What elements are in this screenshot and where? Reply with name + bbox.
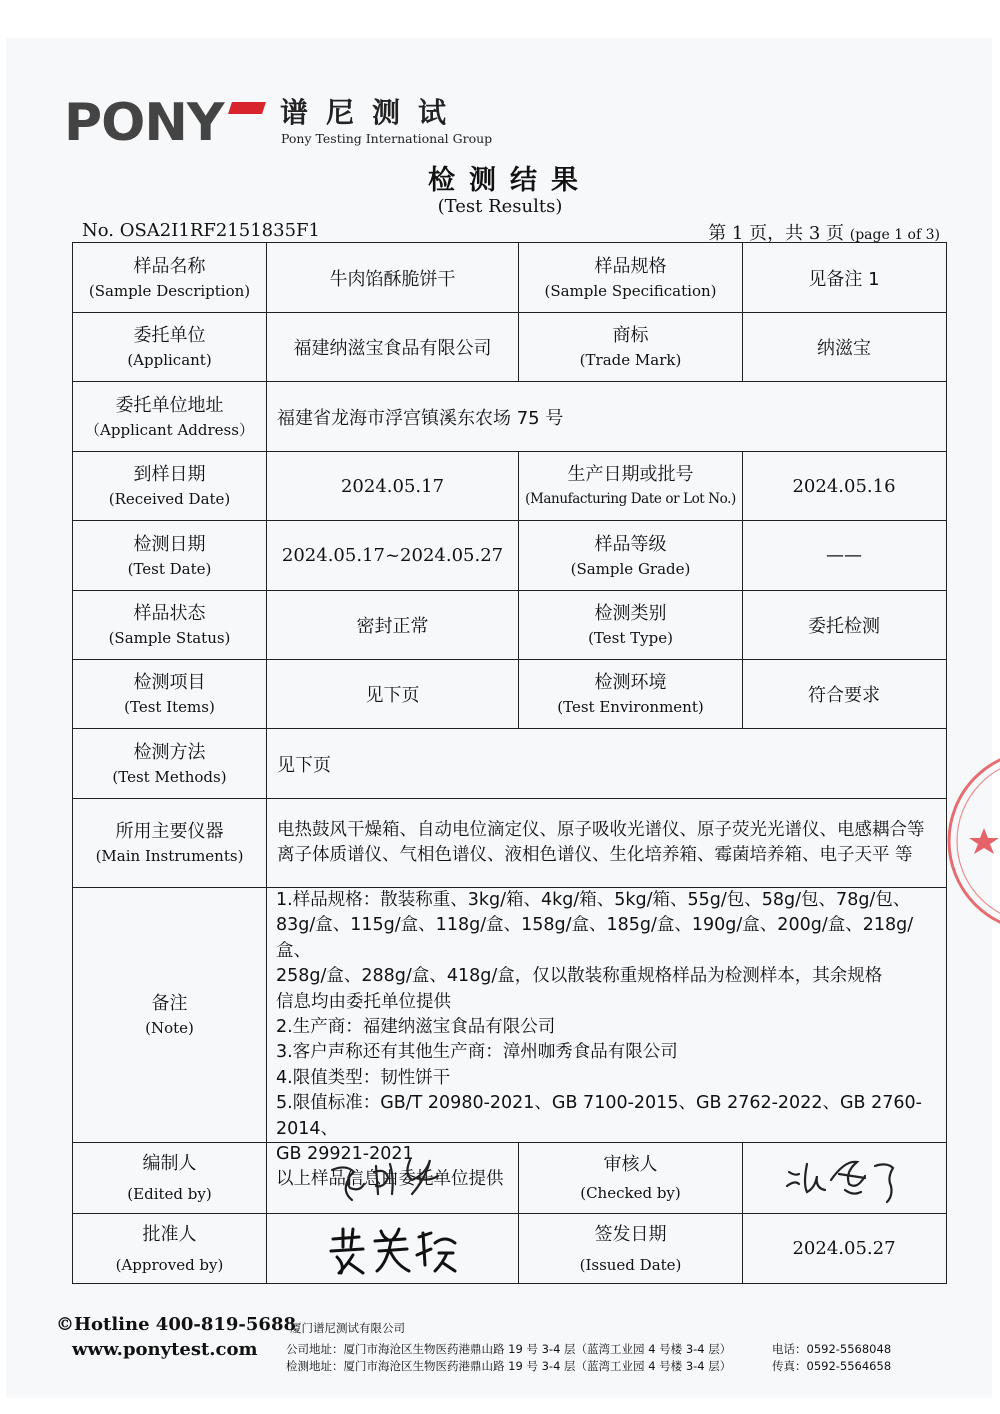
value-cell (266, 382, 945, 451)
sample-name-value: 牛肉馅酥脆饼干 (329, 268, 456, 290)
document-title-cn: 检测结果 (428, 165, 592, 196)
edited-by-signature (266, 1143, 518, 1213)
label-cell (518, 591, 742, 659)
label-en: (Sample Specification) (544, 281, 717, 300)
label-cn: 检测环境 (594, 672, 667, 693)
instruments-value: 电热鼓风干燥箱、自动电位滴定仪、原子吸收光谱仪、原子荧光光谱仪、电感耦合等离子体质谱仪、气相色谱仪、液相色谱仪、生化培养箱、霉菌培养箱、电子天平 等 (277, 819, 925, 865)
label-en: (Applicant) (127, 351, 212, 369)
label-cn: 检测方法 (133, 741, 206, 763)
logo-text: PONY (64, 93, 224, 153)
label-en: (Test Environment) (557, 698, 704, 716)
copyright-icon: © (56, 1314, 74, 1335)
test-methods-value: 见下页 (277, 754, 331, 776)
table-row (72, 451, 947, 520)
label-en: (Issued Date) (579, 1255, 682, 1274)
website-link[interactable]: www.ponytest.com (72, 1339, 258, 1360)
handwritten-signature-icon (318, 1150, 468, 1206)
label-en: (Main Instruments) (95, 847, 244, 865)
label-cell (73, 521, 266, 590)
label-cn: 编制人 (142, 1153, 197, 1174)
value-cell (266, 452, 518, 520)
table-row (72, 728, 947, 798)
value-cell (266, 799, 945, 887)
label-en: (Test Methods) (112, 767, 227, 786)
label-cn: 生产日期或批号 (567, 464, 694, 485)
label-cn: 样品状态 (133, 603, 206, 624)
note-line: 83g/盒、115g/盒、118g/盒、158g/盒、185g/盒、190g/盒、200g/盒、218g/盒、 (276, 915, 914, 961)
logo-accent-icon (228, 102, 266, 114)
table-row (72, 1213, 947, 1284)
applicant-address-value: 福建省龙海市浮宫镇溪东农场 75 号 (277, 407, 564, 429)
brand-cn: 谱尼测试 (280, 96, 465, 129)
label-en: (Test Type) (588, 629, 673, 647)
label-en: (Test Items) (124, 698, 215, 716)
hotline-text: Hotline 400-819-5688 (74, 1314, 296, 1335)
note-line: 258g/盒、288g/盒、418g/盒，仅以散装称重规格样品为检测样本，其余规格 (276, 966, 883, 987)
label-en: (Manufacturing Date or Lot No.) (525, 491, 736, 507)
company-address: 公司地址：厦门市海沧区生物医药港鼎山路 19 号 3-4 层（蓝湾工业园 4 号楼 3-4 层） (286, 1342, 732, 1356)
label-cell (73, 591, 266, 659)
label-en: (Received Date) (108, 490, 231, 508)
label-en: (Sample Status) (108, 629, 231, 647)
label-cell (73, 799, 266, 887)
note-line: 3.客户声称还有其他生产商：漳州咖秀食品有限公司 (276, 1042, 678, 1063)
page-indicator-cn: 第 1 页，共 3 页 (708, 223, 844, 244)
label-cell (518, 660, 742, 728)
note-line: 2.生产商：福建纳滋宝食品有限公司 (276, 1017, 556, 1038)
label-cell (518, 1143, 742, 1213)
label-cell (518, 1214, 742, 1283)
table-row (72, 242, 947, 312)
label-cn: 委托单位地址 (115, 394, 224, 416)
label-cell (518, 243, 742, 312)
label-en: (Sample Grade) (570, 559, 691, 578)
applicant-value: 福建纳滋宝食品有限公司 (293, 338, 492, 359)
label-cell (73, 243, 266, 312)
company-name: 厦门谱尼测试有限公司 (290, 1321, 405, 1335)
value-cell (266, 313, 518, 381)
report-number: No. OSA2I1RF2151835F1 (82, 220, 320, 241)
label-cell (73, 660, 266, 728)
table-row (72, 659, 947, 728)
test-type-value: 委托检测 (808, 616, 880, 637)
sample-grade-value: —— (826, 545, 862, 566)
label-en: (Sample Description) (88, 281, 251, 300)
note-line: 4.限值类型：韧性饼干 (276, 1067, 451, 1088)
label-cn: 签发日期 (594, 1223, 667, 1245)
label-cell (518, 313, 742, 381)
label-en: (Note) (145, 1019, 194, 1037)
label-cn: 检测类别 (594, 603, 667, 624)
label-cn: 样品等级 (594, 533, 667, 555)
label-cell (73, 452, 266, 520)
value-cell (742, 243, 945, 312)
label-en: (Edited by) (127, 1185, 212, 1203)
note-line: 信息均由委托单位提供 (276, 991, 451, 1012)
manufacturing-date-value: 2024.05.16 (792, 475, 896, 497)
test-environment-value: 符合要求 (808, 685, 880, 706)
label-en: (Test Date) (127, 559, 212, 578)
approved-by-signature (266, 1214, 518, 1283)
test-address: 检测地址：厦门市海沧区生物医药港鼎山路 19 号 3-4 层（蓝湾工业园 4 号楼 3-4 层） (286, 1359, 732, 1373)
label-cell (73, 1143, 266, 1213)
label-cell (73, 313, 266, 381)
trade-mark-value: 纳滋宝 (817, 338, 871, 359)
label-cn: 所用主要仪器 (115, 821, 224, 842)
company-seal-icon (944, 746, 1000, 936)
test-items-value: 见下页 (365, 685, 420, 706)
received-date-value: 2024.05.17 (340, 475, 445, 497)
label-cn: 样品规格 (594, 255, 667, 277)
value-cell (266, 243, 518, 312)
label-cell (73, 888, 266, 1142)
label-en: （Applicant Address） (85, 420, 254, 439)
telephone: 电话：0592-5568048 (772, 1342, 892, 1356)
value-cell (742, 591, 945, 659)
issued-date-value: 2024.05.27 (792, 1238, 896, 1259)
label-cn: 备注 (151, 993, 188, 1014)
table-row (72, 381, 947, 451)
label-en: (Trade Mark) (579, 351, 682, 369)
checked-by-signature (742, 1143, 945, 1213)
brand-en: Pony Testing International Group (281, 131, 493, 146)
label-cn: 样品名称 (133, 255, 206, 277)
label-cn: 批准人 (142, 1223, 197, 1245)
value-cell (742, 660, 945, 728)
label-cell (518, 521, 742, 590)
label-cell (73, 1214, 266, 1283)
label-cn: 到样日期 (133, 464, 206, 485)
handwritten-signature-icon (779, 1150, 909, 1206)
label-cn: 商标 (612, 325, 649, 346)
value-cell (742, 521, 945, 590)
note-line: 以上样品信息由委托单位提供 (276, 1169, 504, 1190)
table-row (72, 590, 947, 659)
hotline (56, 1314, 296, 1335)
sample-status-value: 密封正常 (356, 616, 429, 637)
label-cn: 检测项目 (133, 672, 206, 693)
value-cell (266, 729, 945, 798)
table-row (72, 798, 947, 887)
value-cell (742, 452, 945, 520)
table-row (72, 312, 947, 381)
sample-spec-value: 见备注 1 (808, 268, 880, 290)
label-cell (73, 729, 266, 798)
value-cell (266, 521, 518, 590)
document-title-en: (Test Results) (437, 196, 563, 217)
fax: 传真：0592-5564658 (772, 1359, 892, 1373)
label-cell (518, 452, 742, 520)
note-line: GB 29921-2021 (276, 1144, 414, 1165)
label-en: (Approved by) (115, 1255, 224, 1274)
table-row (72, 520, 947, 590)
value-cell (742, 313, 945, 381)
label-cn: 委托单位 (133, 325, 206, 346)
label-en: (Checked by) (580, 1184, 681, 1202)
label-cn: 检测日期 (133, 533, 206, 555)
value-cell (266, 591, 518, 659)
table-row (72, 1142, 947, 1213)
note-line: 1.样品规格：散装称重、3kg/箱、4kg/箱、5kg/箱、55g/包、58g/包、78g/包、 (276, 890, 911, 910)
page-indicator-en: (page 1 of 3) (849, 227, 940, 243)
handwritten-signature-icon (323, 1221, 463, 1277)
note-line: 5.限值标准：GB/T 20980-2021、GB 7100-2015、GB 2762-2022、GB 2760-2014、 (276, 1093, 922, 1139)
test-date-value: 2024.05.17~2024.05.27 (281, 545, 504, 566)
value-cell (266, 660, 518, 728)
value-cell (742, 1214, 945, 1283)
label-cn: 审核人 (603, 1154, 658, 1175)
label-cell (73, 382, 266, 451)
